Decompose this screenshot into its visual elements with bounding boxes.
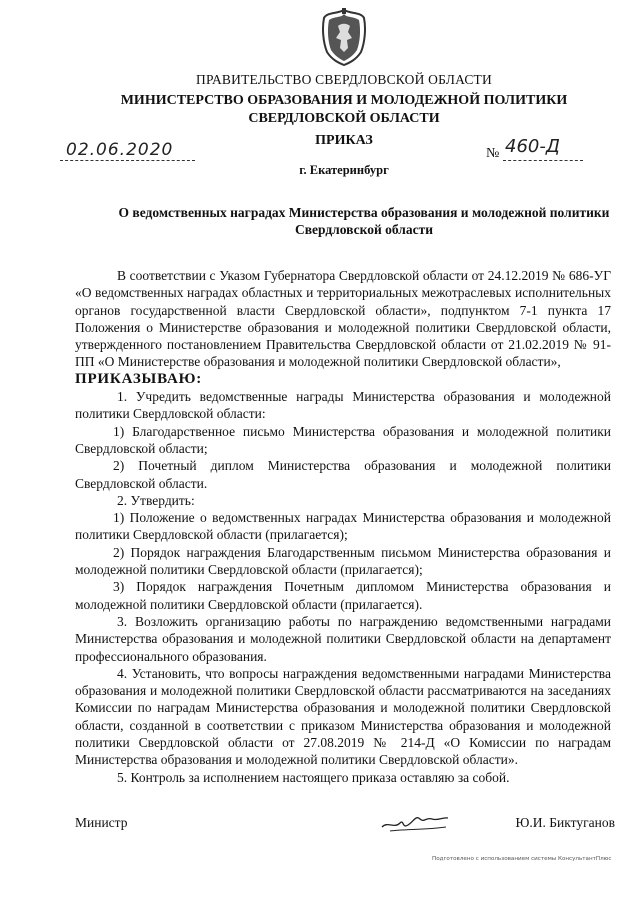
order-date: 02.06.2020 bbox=[66, 140, 174, 160]
order-title-line2: Свердловской области bbox=[294, 222, 434, 237]
handwritten-signature bbox=[380, 809, 450, 835]
order-word: ПРИКАЗЫВАЮ: bbox=[75, 370, 203, 387]
clause-2-3: 3) Порядок награждения Почетным дипломом Министерства образования и молодежной политики Свердловской области (прилагается). bbox=[75, 579, 611, 612]
clause-2: 2. Утвердить: bbox=[117, 492, 195, 508]
clause-1-2: 2) Почетный диплом Министерства образования и молодежной политики Свердловской области. bbox=[75, 458, 611, 491]
clause-5: 5. Контроль за исполнением настоящего приказа оставляю за собой. bbox=[117, 769, 510, 785]
order-body bbox=[75, 267, 611, 786]
ministry-name-line2: СВЕРДЛОВСКОЙ ОБЛАСТИ bbox=[248, 111, 440, 126]
clause-2-2: 2) Порядок награждения Благодарственным письмом Министерства образования и молодежной политики Свердловской области (прилагается); bbox=[75, 544, 611, 578]
source-stamp: Подготовлено с использованием системы КонсультантПлюс bbox=[432, 856, 612, 862]
government-name: ПРАВИТЕЛЬСТВО СВЕРДЛОВСКОЙ ОБЛАСТИ bbox=[196, 72, 492, 87]
clause-3: 3. Возложить организацию работы по награждению ведомственными наградами Министерства образования и молодежной политики Свердловской области на департамент профессионального образования. bbox=[75, 613, 611, 664]
date-underline bbox=[60, 160, 195, 161]
clause-4: 4. Установить, что вопросы награждения ведомственными наградами Министерства образования и молодежной политики Свердловской области рассматриваются на заседаниях Комиссии по наградам Министерства образования и молодежной политики Свердловской области, созданной в соответствии с приказом Министерства образования и молодежной политики Свердловской области от 27.08.2019 № 214-Д «О Комиссии по наградам Министерства образования и молодежной политики Свердловской области». bbox=[75, 665, 611, 768]
clause-1: 1. Учредить ведомственные награды Министерства образования и молодежной политики Свердловской области: bbox=[75, 389, 611, 422]
order-title-line1: О ведомственных наградах Министерства образования и молодежной политики bbox=[118, 205, 610, 220]
document-type: ПРИКАЗ bbox=[315, 133, 373, 148]
number-underline bbox=[503, 160, 583, 161]
preamble-paragraph: В соответствии с Указом Губернатора Свердловской области от 24.12.2019 № 686-УГ «О ведомственных наградах областных и территориальных межотраслевых исполнительных органов государственной власти Свердловской области», подпунктом 7-1 пункта 17 Положения о Министерстве образования и молодежной политики Свердловской области, утвержденного постановлением Правительства Свердловской области от 21.02.2019 № 91-ПП «О Министерстве образования и молодежной политики Свердловской области», bbox=[75, 268, 611, 370]
signer-role: Министр bbox=[75, 815, 128, 830]
clause-2-1: 1) Положение о ведомственных наградах Министерства образования и молодежной политики Свердловской области (прилагается); bbox=[75, 510, 611, 543]
number-sign: № bbox=[486, 146, 500, 161]
ministry-name-line1: МИНИСТЕРСТВО ОБРАЗОВАНИЯ И МОЛОДЕЖНОЙ ПОЛИТИКИ bbox=[120, 93, 568, 108]
city: г. Екатеринбург bbox=[299, 163, 389, 177]
clause-1-1: 1) Благодарственное письмо Министерства образования и молодежной политики Свердловской области; bbox=[75, 423, 611, 456]
coat-of-arms-emblem bbox=[321, 8, 367, 66]
signer-name: Ю.И. Биктуганов bbox=[515, 815, 615, 830]
order-number: 460-Д bbox=[505, 136, 560, 157]
order-title bbox=[60, 204, 640, 238]
